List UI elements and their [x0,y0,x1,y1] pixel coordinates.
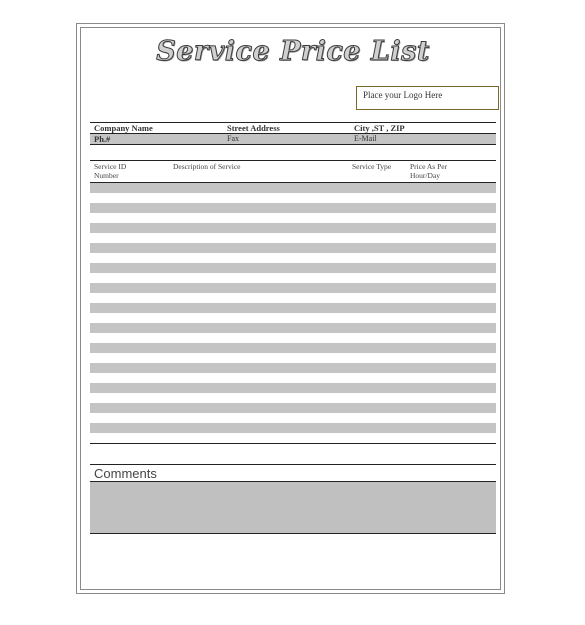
table-row[interactable] [90,423,496,433]
table-row[interactable] [90,183,496,193]
col-header-service-type: Service Type [352,162,392,171]
table-row[interactable] [90,403,496,413]
table-bottom-rule [90,443,496,444]
table-row[interactable] [90,303,496,313]
table-row[interactable] [90,263,496,273]
page-title: Service Price List [156,36,430,67]
email-field[interactable]: E-Mail [354,134,377,143]
comments-top-rule [90,464,496,465]
table-row[interactable] [90,363,496,373]
street-address-field[interactable]: Street Address [227,123,280,133]
comments-label: Comments [94,466,157,481]
table-header-top-rule [90,160,496,161]
info-shaded-band [90,134,496,144]
info-bottom-rule [90,144,496,145]
col-header-service-id: Service ID Number [94,162,127,180]
fax-field[interactable]: Fax [227,134,239,143]
table-row[interactable] [90,223,496,233]
phone-field[interactable]: Ph.# [94,134,111,144]
table-row[interactable] [90,283,496,293]
table-row[interactable] [90,343,496,353]
comments-area[interactable] [90,482,496,533]
company-name-field[interactable]: Company Name [94,123,153,133]
table-row[interactable] [90,323,496,333]
logo-placeholder[interactable]: Place your Logo Here [356,86,499,110]
city-st-zip-field[interactable]: City ,ST , ZIP [354,123,405,133]
comments-bottom-rule [90,533,496,534]
table-row[interactable] [90,243,496,253]
table-row[interactable] [90,383,496,393]
col-header-description: Description of Service [173,162,241,171]
table-row[interactable] [90,203,496,213]
col-header-price: Price As Per Hour/Day [410,162,448,180]
